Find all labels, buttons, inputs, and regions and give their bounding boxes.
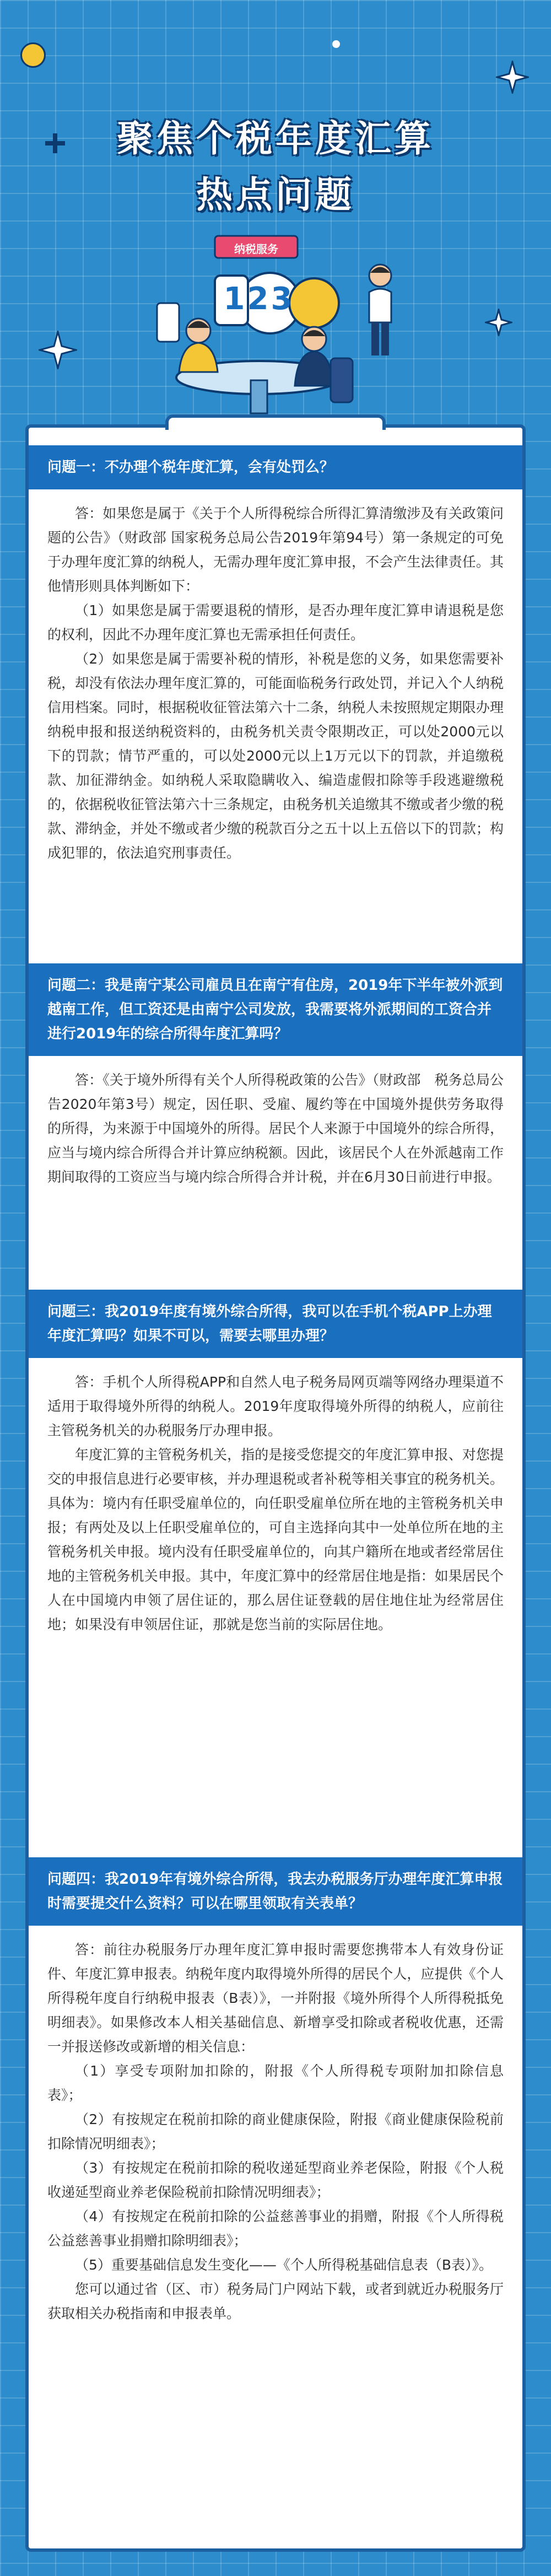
answer-paragraph: （3）有按规定在税前扣除的税收递延型商业养老保险，附报《个人税收递延型商业养老保险税前扣除情况明细表》； [47,2160,504,2200]
answer-paragraph: （2）如果您是属于需要补税的情形，补税是您的义务，如果您需要补税，却没有依法办理年度汇算的，可能面临税务行政处罚，并记入个人纳税信用档案。同时，根据税收征管法第六十二条，纳税人未按照规定期限办理纳税申报和报送纳税资料的，由税务机关责令限期改正，可以处2000元以下的罚款；情节严重的，可以处2000元以上1万元以下的罚款，并追缴税款、加征滞纳金。如纳税人采取隐瞒收入、编造虚假扣除等手段逃避缴税的，依据税收征管法第六十三条规定，由税务机关追缴其不缴或者少缴的税款、滞纳金，并处不缴或者少缴的税款百分之五十以上五倍以下的罚款；构成犯罪的，依法追究刑事责任。 [47,651,504,861]
answer-paragraph: 答：前往办税服务厅办理年度汇算申报时需要您携带本人有效身份证件、年度汇算申报表。纳税年度内取得境外所得的居民个人，应提供《个人所得税年度自行纳税申报表（B表）》，一并附报《境外所得个人所得税抵免明细表》。如果修改本人相关基础信息、新增享受扣除或者税收优惠，还需一并报送修改或新增的相关信息： [47,1942,504,2055]
answer-paragraph: （1）如果您是属于需要退税的情形，是否办理年度汇算申请退税是您的权利，因此不办理年度汇算也无需承担任何责任。 [47,602,504,643]
answer-paragraph: （1）享受专项附加扣除的，附报《个人所得税专项附加扣除信息表》； [47,2063,504,2103]
question-title: 问题三：我2019年度有境外综合所得，我可以在手机个税APP上办理年度汇算吗？如果不可以，需要去哪里办理？ [29,1290,522,1358]
answer-body [29,1056,522,1189]
badge-number: 123 [223,281,295,317]
question-title: 问题四：我2019年有境外综合所得，我去办税服务厅办理年度汇算申报时需要提交什么资料？可以在哪里领取有关表单？ [29,1857,522,1926]
question-title: 问题一：不办理个税年度汇算，会有处罚么？ [29,445,522,489]
question-section-1 [29,445,522,865]
header-banner [0,0,551,419]
answer-paragraph: （4）有按规定在税前扣除的公益慈善事业的捐赠，附报《个人所得税公益慈善事业捐赠扣除明细表》； [47,2208,504,2249]
page-title-line1: 聚焦个税年度汇算 [117,117,434,160]
circle-deco-icon [17,39,50,72]
answer-paragraph: 答：《关于境外所得有关个人所得税政策的公告》（财政部 税务总局公告2020年第3号）规定，因任职、受雇、履约等在中国境外提供劳务取得的所得，为来源于中国境外的所得。居民个人来源于中国境外的综合所得，应当与境内综合所得合并计算应纳税额。因此，该居民个人在外派越南工作期间取得的工资应当与境内综合所得合并计税，并在6月30日前进行申报。 [47,1072,504,1185]
question-section-3 [29,1290,522,1637]
question-section-4 [29,1857,522,2326]
sparkle-left-icon [39,331,77,369]
badge-label: 纳税服务 [234,242,278,256]
sparkle-deco-icon [485,309,512,336]
answer-body [29,1926,522,2326]
page-title-line2: 热点问题 [196,174,355,216]
dot-deco-icon [331,39,342,50]
star-deco-icon [496,61,529,94]
answer-paragraph: （5）重要基础信息发生变化——《个人所得税基础信息表（B表）》。 [75,2257,493,2273]
answer-paragraph: 年度汇算的主管税务机关，指的是接受您提交的年度汇算申报、对您提交的申报信息进行必要审核，并办理退税或者补税等相关事宜的税务机关。具体为：境内有任职受雇单位的，向任职受雇单位所在地的主管税务机关申报；有两处及以上任职受雇单位的，可自主选择向其中一处单位所在地的主管税务机关申报。境内没有任职受雇单位的，向其户籍所在地或者经常居住地的主管税务机关申报。其中，年度汇算中的经常居住地是指：如果居民个人在中国境内申领了居住证的，那么居住证登载的居住地住址为经常居住地；如果没有申领居住证，那就是您当前的实际居住地。 [47,1447,504,1632]
answer-body [29,1358,522,1637]
question-title: 问题二：我是南宁某公司雇员且在南宁有住房，2019年下半年被外派到越南工作，但工资还是由南宁公司发放，我需要将外派期间的工资合并进行2019年的综合所得年度汇算吗？ [29,963,522,1056]
answer-body [29,489,522,865]
answer-paragraph: 您可以通过省（区、市）税务局门户网站下载，或者到就近办税服务厅获取相关办税指南和申报表单。 [47,2281,504,2321]
answer-paragraph: 答：如果您是属于《关于个人所得税综合所得汇算清缴涉及有关政策问题的公告》（财政部 国家税务总局公告2019年第94号）第一条规定的可免于办理年度汇算的纳税人，无需办理年度汇算申报，不会产生法律责任。其他情形则具体判断如下： [47,505,504,594]
answer-paragraph: 答：手机个人所得税APP和自然人电子税务局网页端等网络办理渠道不适用于取得境外所得的纳税人。2019年度取得境外所得的纳税人，应前往主管税务机关的办税服务厅办理申报。 [47,1374,504,1438]
answer-paragraph: （2）有按规定在税前扣除的商业健康保险，附报《商业健康保险税前扣除情况明细表》； [47,2111,504,2152]
question-section-2 [29,963,522,1189]
card-tab [165,414,386,430]
